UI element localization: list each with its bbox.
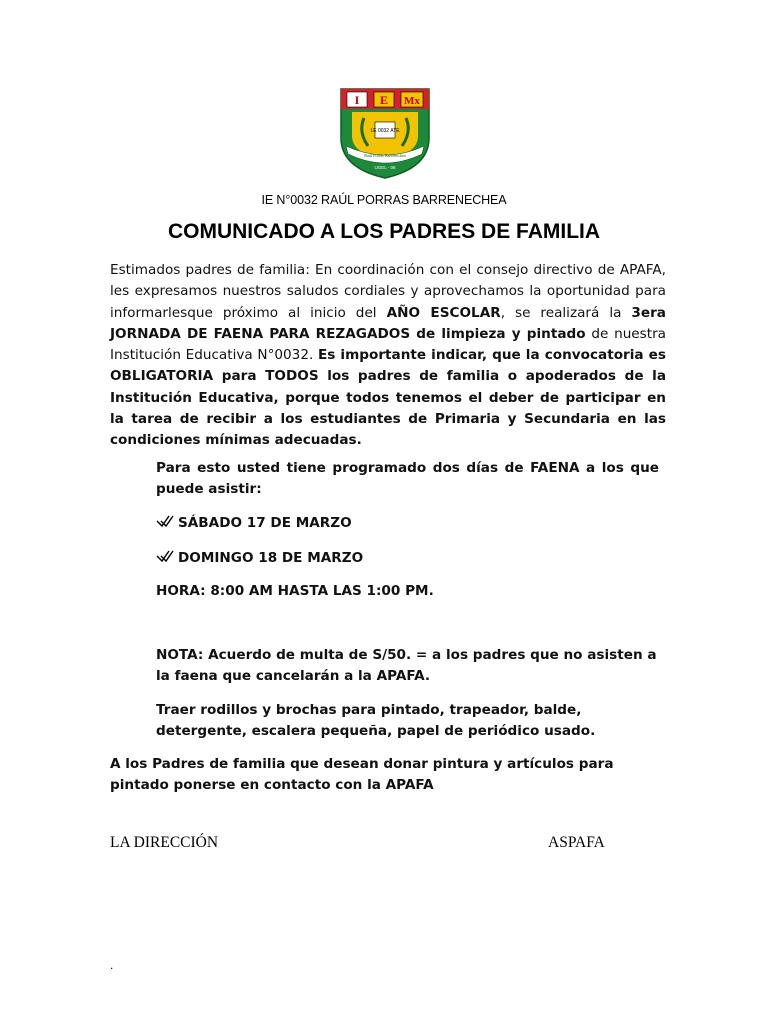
check-icon [156, 549, 175, 563]
fine-note: NOTA: Acuerdo de multa de S/50. = a los padres que no asisten a la faena que cancelarán a la APAFA. [156, 647, 657, 685]
page-title: COMUNICADO A LOS PADRES DE FAMILIA [167, 220, 601, 243]
logo-ribbon-text: Raúl Porras Barrenechea [364, 153, 406, 158]
intro-text-3: de nuestra Institución Educativa N°0032. [110, 325, 667, 364]
schedule-day-2 [156, 548, 659, 569]
day-1-label: SÁBADO 17 DE MARZO [178, 515, 352, 531]
school-crest-icon [338, 86, 432, 180]
intro-paragraph [110, 260, 666, 452]
intro-bold-3: Es importante indicar, que la convocatoria es OBLIGATORIA para TODOS los padres de familia o apoderados de la Institución Educativa, porque todos tenemos el deber de participar en la tarea de recibir a los estudiantes de Primaria y Secundaria en las condiciones mínimas adecuadas. [110, 347, 666, 449]
intro-bold-2: 3era JORNADA DE FAENA PARA REZAGADOS de limpieza y pintado [110, 304, 666, 342]
signature-direction: LA DIRECCIÓN [110, 834, 219, 851]
logo-code: UGEL - 06 [374, 165, 396, 170]
school-name: IE N°0032 RAÚL PORRAS BARRENECHEA [261, 193, 507, 207]
logo-shield-text: I.E 0032 ATE [370, 128, 400, 134]
bring-list: Traer rodillos y brochas para pintado, trapeador, balde, detergente, escalera pequeña, papel de periódico usado. [156, 702, 596, 740]
school-logo [338, 86, 432, 180]
logo-letter-mx: Mx [404, 95, 420, 107]
intro-text-2: , se realizará la [500, 304, 632, 321]
schedule-intro: Para esto usted tiene programado dos días de FAENA a los que puede asistir: [156, 460, 659, 498]
intro-text-1: Estimados padres de familia: En coordinación con el consejo directivo de APAFA, les expresamos nuestros saludos cordiales y aprovechamos la oportunidad para informarlesque próximo al inicio del [110, 262, 666, 321]
footer-mark: . [110, 958, 114, 972]
intro-bold-1: AÑO ESCOLAR [386, 304, 501, 321]
day-2-label: DOMINGO 18 DE MARZO [178, 550, 364, 566]
schedule-hours: HORA: 8:00 AM HASTA LAS 1:00 PM. [156, 583, 434, 599]
check-icon [156, 514, 175, 528]
schedule-day-1 [156, 513, 659, 534]
logo-letter-e: E [379, 93, 389, 107]
signature-aspafa: ASPAFA [548, 834, 605, 851]
logo-letter-i: I [354, 93, 360, 107]
donation-note: A los Padres de familia que desean donar pintura y artículos para pintado ponerse en contacto con la APAFA [110, 756, 614, 794]
